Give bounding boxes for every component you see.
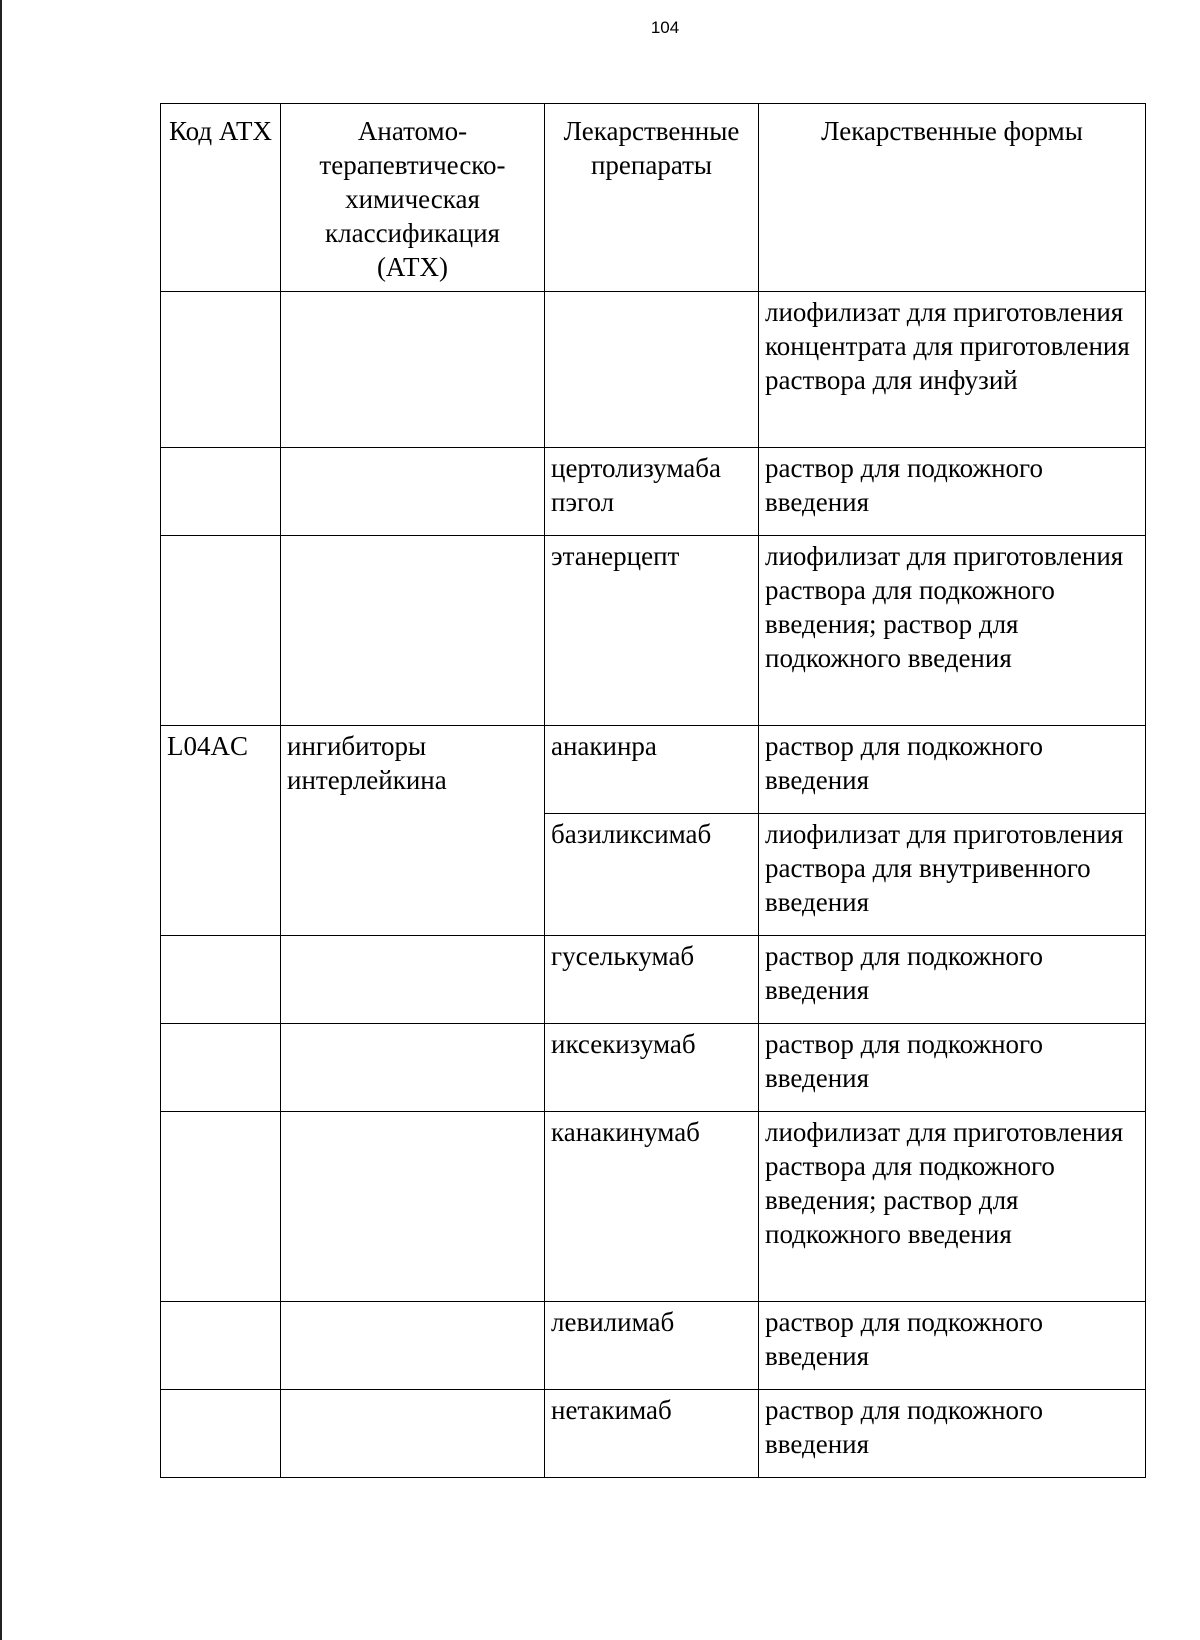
cell-drug: базиликсимаб bbox=[545, 814, 759, 936]
cell-class bbox=[281, 292, 545, 448]
cell-drug: канакинумаб bbox=[545, 1112, 759, 1302]
header-drugs: Лекарственные препараты bbox=[545, 104, 759, 292]
atx-table bbox=[160, 103, 1146, 1478]
cell-drug: анакинра bbox=[545, 726, 759, 814]
scan-edge-line bbox=[0, 0, 2, 1640]
cell-class: ингибиторы интерлейкина bbox=[281, 726, 545, 936]
cell-drug: нетакимаб bbox=[545, 1390, 759, 1478]
cell-form: лиофилизат для приготовления раствора для подкожного введения; раствор для подкожного введения bbox=[759, 1112, 1146, 1302]
table-row bbox=[161, 1024, 1146, 1112]
cell-drug: гуселькумаб bbox=[545, 936, 759, 1024]
cell-class bbox=[281, 536, 545, 726]
cell-form: раствор для подкожного введения bbox=[759, 726, 1146, 814]
cell-code bbox=[161, 1390, 281, 1478]
cell-form: раствор для подкожного введения bbox=[759, 936, 1146, 1024]
table-header-row bbox=[161, 104, 1146, 292]
cell-code bbox=[161, 1024, 281, 1112]
cell-class bbox=[281, 936, 545, 1024]
header-dosage-forms: Лекарственные формы bbox=[759, 104, 1146, 292]
cell-form: раствор для подкожного введения bbox=[759, 1024, 1146, 1112]
cell-class bbox=[281, 1390, 545, 1478]
cell-form: раствор для подкожного введения bbox=[759, 1302, 1146, 1390]
cell-class bbox=[281, 448, 545, 536]
cell-class bbox=[281, 1024, 545, 1112]
cell-drug: иксекизумаб bbox=[545, 1024, 759, 1112]
cell-code bbox=[161, 1302, 281, 1390]
header-atx-code: Код АТХ bbox=[161, 104, 281, 292]
table-row bbox=[161, 726, 1146, 814]
cell-form: раствор для подкожного введения bbox=[759, 1390, 1146, 1478]
cell-code bbox=[161, 448, 281, 536]
table-row bbox=[161, 936, 1146, 1024]
cell-code: L04AC bbox=[161, 726, 281, 936]
header-atx-classification: Анатомо-терапевтическо-химическая классификация (АТХ) bbox=[281, 104, 545, 292]
cell-code bbox=[161, 536, 281, 726]
cell-form: лиофилизат для приготовления концентрата для приготовления раствора для инфузий bbox=[759, 292, 1146, 448]
cell-code bbox=[161, 936, 281, 1024]
table-row bbox=[161, 1112, 1146, 1302]
cell-form: раствор для подкожного введения bbox=[759, 448, 1146, 536]
table-row bbox=[161, 1390, 1146, 1478]
cell-class bbox=[281, 1302, 545, 1390]
cell-drug: цертолизумаба пэгол bbox=[545, 448, 759, 536]
cell-form: лиофилизат для приготовления раствора для внутривенного введения bbox=[759, 814, 1146, 936]
cell-drug bbox=[545, 292, 759, 448]
cell-code bbox=[161, 292, 281, 448]
table-row bbox=[161, 536, 1146, 726]
table-row bbox=[161, 448, 1146, 536]
cell-code bbox=[161, 1112, 281, 1302]
cell-drug: левилимаб bbox=[545, 1302, 759, 1390]
cell-class bbox=[281, 1112, 545, 1302]
table-row bbox=[161, 292, 1146, 448]
table-row bbox=[161, 1302, 1146, 1390]
cell-form: лиофилизат для приготовления раствора для подкожного введения; раствор для подкожного введения bbox=[759, 536, 1146, 726]
cell-drug: этанерцепт bbox=[545, 536, 759, 726]
page-number: 104 bbox=[650, 18, 680, 37]
